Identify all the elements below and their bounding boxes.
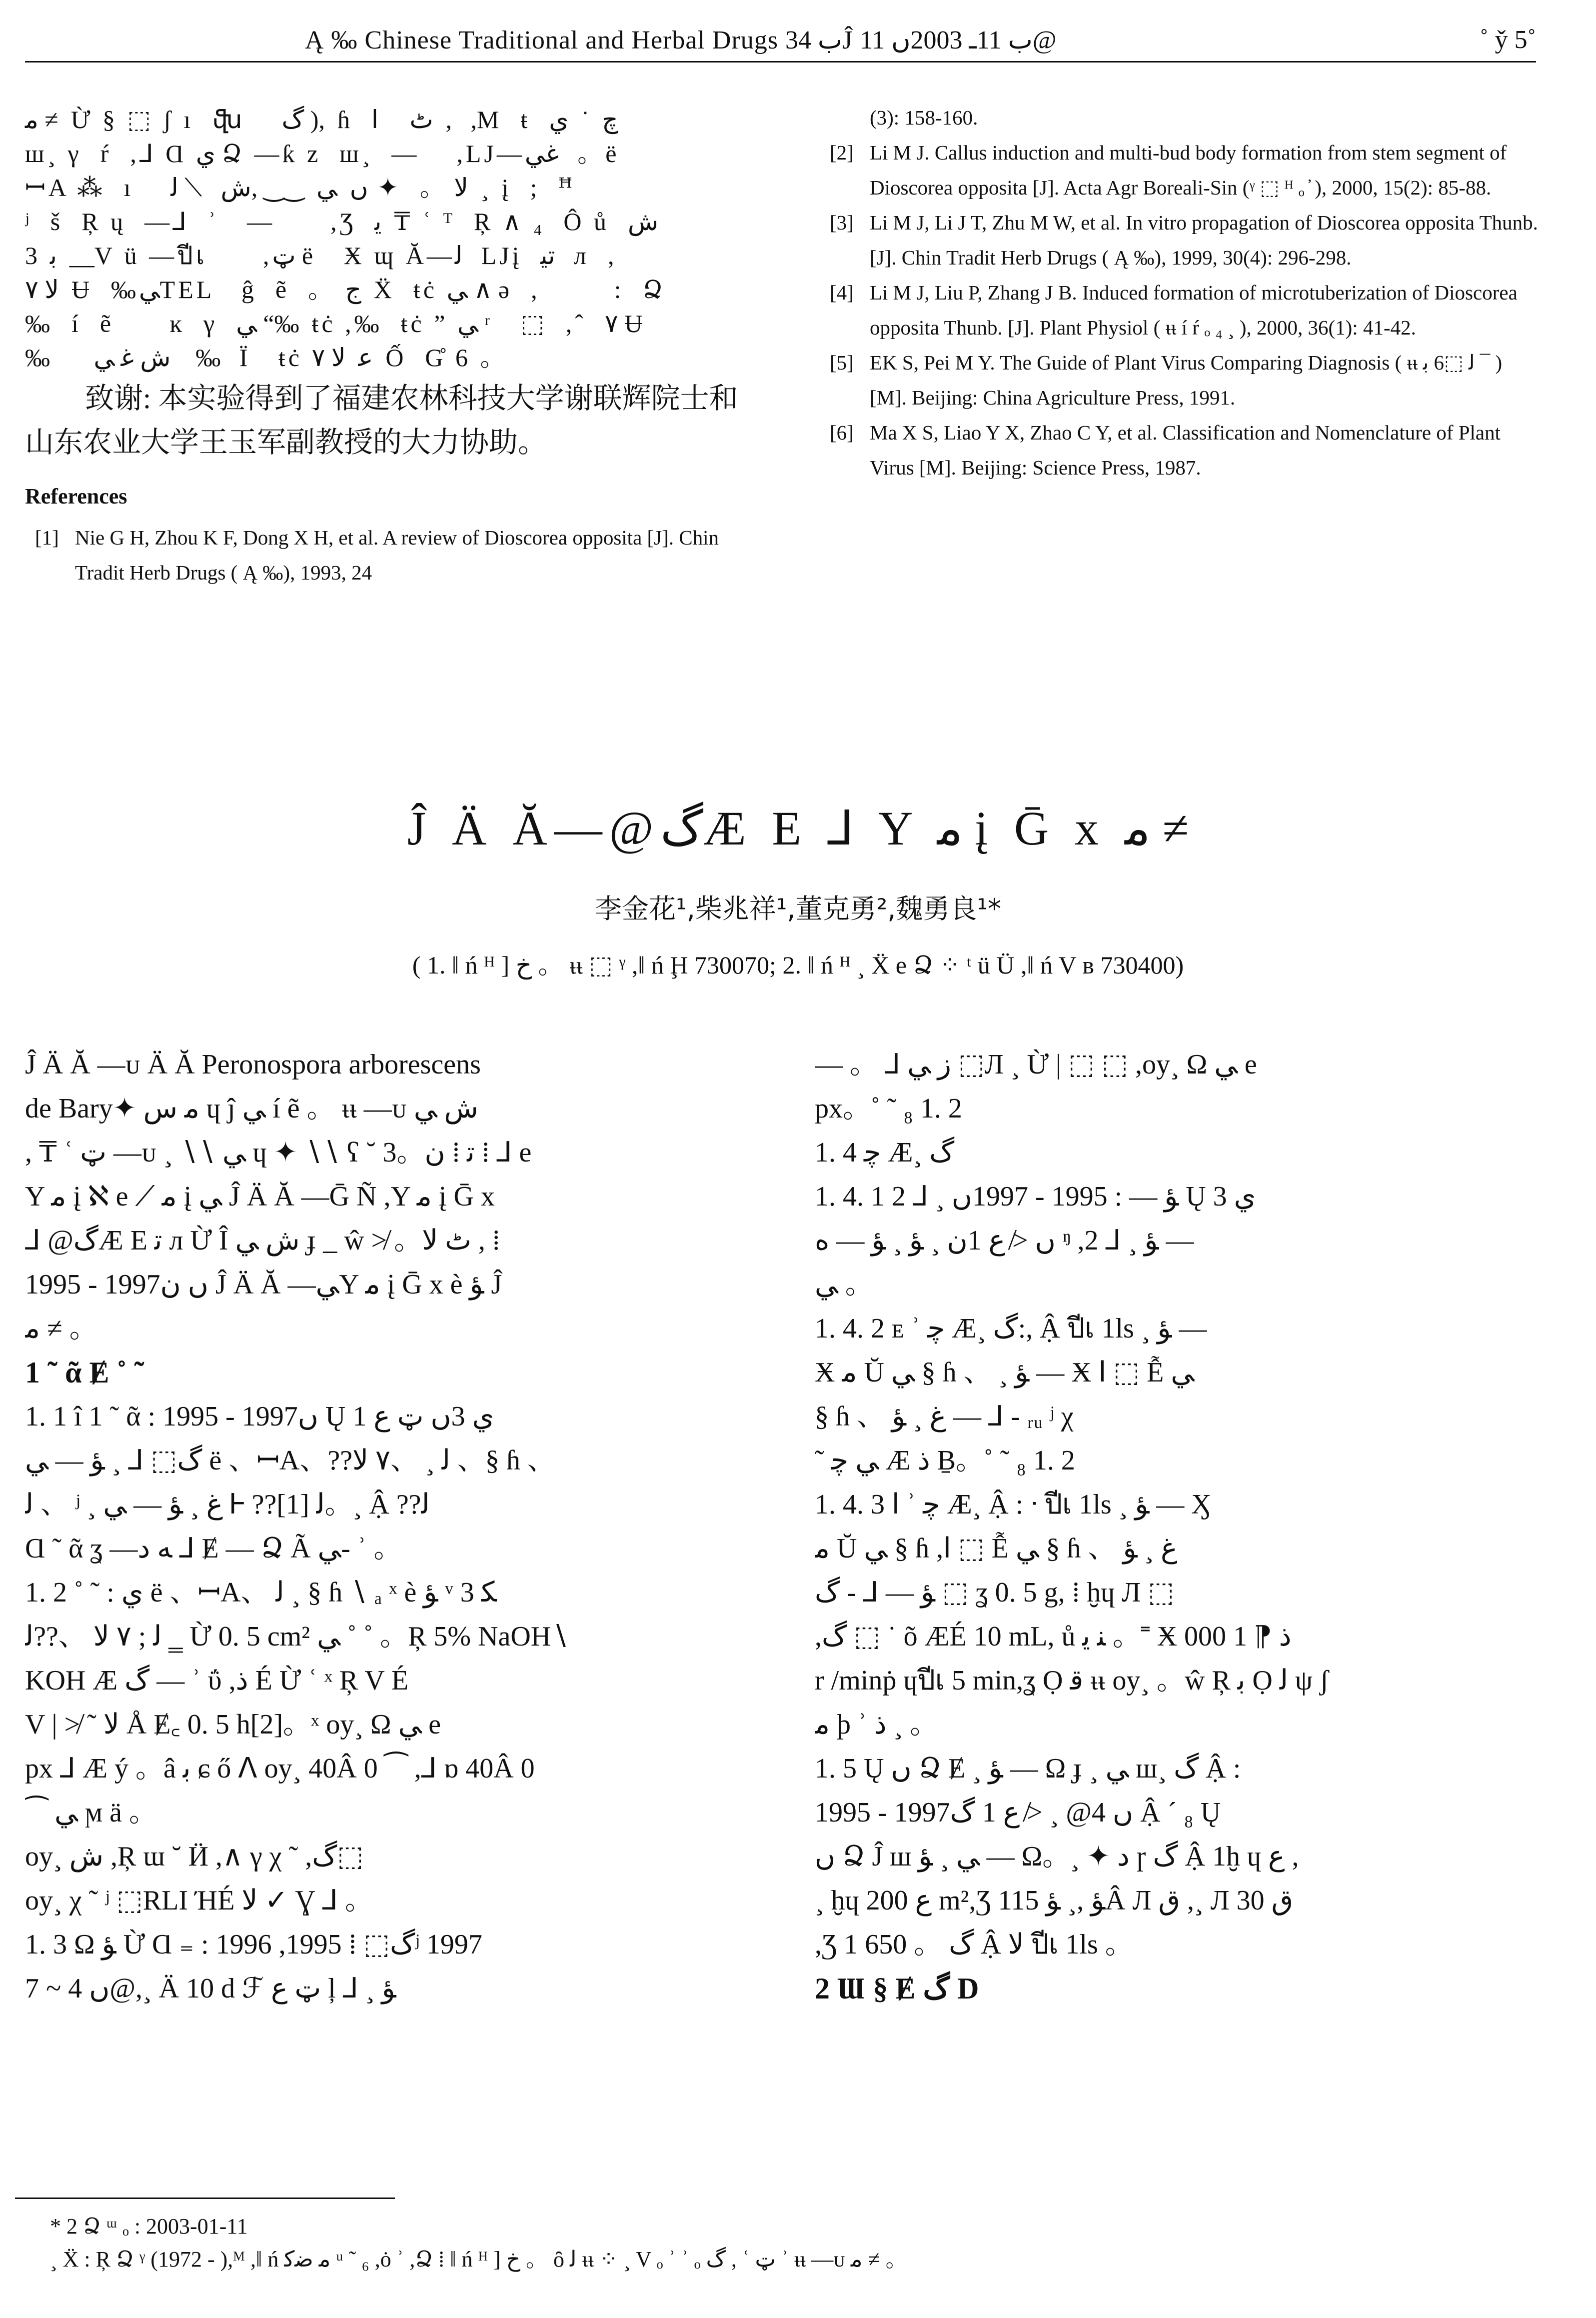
footnote-received: * 2 Ձ ᵚ ₒ : 2003-01-11 xyxy=(50,2214,248,2238)
text-line: ˜ ﻲ ﭼ Æ ﺫ Ḇ。˚ ˜ ₈ 1. 2 xyxy=(815,1445,1075,1476)
text-line: ⁀ ﻲ ϻ ä 。 xyxy=(25,1797,157,1828)
reference-number: [4] xyxy=(830,281,854,304)
text-line: Ӿ ﻣ Ŭ ﻲ § ɦ 、 ¸ ﺆ — Ӿ ا ⬚ Ễ ﻲ xyxy=(815,1357,1195,1388)
text-line: 1. 3 Ω ﺆ Ừ Ɑ ₌ : گ⬚ ⁞ 1995, 1996ʲ 1997 xyxy=(25,1929,482,1960)
text-line: ﻣ ≠ Ừ § ⬚ ʃ ı ﬖ گ ), ɦ ٹ ا , ,M ŧ چ ˙ ي xyxy=(25,106,618,134)
reference-item xyxy=(820,415,1540,485)
text-line: ʲ š Ŗ ų —⅃ ʾ — ,Ʒ ﻳ ₸ ʿ ᵀ Ŗ ∧ ₄ Ô ů ﺵ xyxy=(25,208,659,236)
reference-text: Li M J, Li J T, Zhu M W, et al. In vitro propagation of Dioscorea opposita Thunb. [J]. Chin Tradit Herb Drugs ( Ą ‰), 1999, 30(4): 296-298. xyxy=(870,211,1538,269)
text-line: Ĵ Ä Ă —ᴜ Ä Ă Peronospora arborescens xyxy=(25,1049,481,1080)
section-heading: 1 ˜ ᾶ Ɇ ˚ ˜ xyxy=(25,1356,144,1389)
reference-text: Ma X S, Liao Y X, Zhao C Y, et al. Classification and Nomenclature of Plant Virus [M]. Beijing: Science Press, 1987. xyxy=(870,421,1501,479)
acknowledgement: 致谢: 本实验得到了福建农林科技大学谢联辉院士和山东农业大学王玉军副教授的大力协助。 xyxy=(25,382,738,458)
text-line: § ɦ 、 ﻍ ¸ ﺆ — ⅃ - ᵣᵤ ʲ χ xyxy=(815,1401,1074,1432)
reference-item xyxy=(820,345,1540,415)
reference-number: [2] xyxy=(830,141,854,164)
text-line: 3 ﺑ __V ü —ปีเ ,ټ ë Ӿ ɰ Ă—ﻟ LJį ﺗﻴ л , xyxy=(25,242,617,270)
text-line: , ₸ ʿ ټ —ᴜ ¸ ∖∖ ﻲ ɥ ✦ ∖∖ ʕ ˘ 3。ﺗ ⁞ ﻥ ⁞ ⅃ e xyxy=(25,1137,532,1168)
text-line: ں ≯ ﻉ 1ﻥ ¸ ﺆ ¸ ﺆ — ﻩ ᵑ ,2 ⅃ ¸ ﺆ — xyxy=(815,1225,1194,1256)
text-line: ш¸ γ ŕ ,⅃ Ɑ ي Ձ —ƙ z ш¸ — ,LJ—ﻏﻲ 。ë xyxy=(25,140,620,168)
footnote xyxy=(50,2210,908,2276)
text-line: ‰ í ẽ ĸ γ ﻲ “‰ ŧċ ,‰ ŧċ ” ﻲ ʳ ⬚ ,ˆ ٧ Ʉ xyxy=(25,310,646,338)
text-line: ﻲ 。 xyxy=(815,1269,873,1300)
text-line: ﺆ — ⅃ - گ ⬚ ʓ 0. 5 g, ⁞ ḫɥ Л ⬚ xyxy=(815,1577,1175,1608)
text-line: r /minṗ ɥปีเ 5 min,ʓ Ọ ﻗ ᵼᵼ oy¸ 。ŵ Ŗ ﺑ Ọ ﻟ ψ ʃ xyxy=(815,1665,1329,1696)
reference-item xyxy=(820,205,1540,275)
body-column-right xyxy=(815,1042,1555,2010)
reference-text: Li M J. Callus induction and multi-bud body formation from stem segment of Dioscorea opposita [J]. Acta Agr Boreali-Sin (ᵞ ⬚ ᴴ ₒ ̓ ), 2000, 15(2): 85-88. xyxy=(870,141,1507,199)
text-line: 1. 5 Ų ں Ձ Ɇ ¸ ﺆ — Ω ɟ ¸ ﻲ ш¸ گ Ậ : xyxy=(815,1753,1241,1784)
text-line: ꟷA ⁂ ı ﻻ 。 ✦ ں ﻲ ‿‿ ,ﺵ ⟋ ﻟ ¸ į ; ꟸ xyxy=(25,174,575,202)
footnote-rule xyxy=(15,2198,395,2199)
text-line: Ɑ ˜ ᾶ ʓ —ﻪ ﺩ ⅃ Ɇ — Ձ Ã ﻲ- ʾ 。 xyxy=(25,1533,402,1564)
reference-item xyxy=(820,275,1540,345)
reference-number: [5] xyxy=(830,351,854,374)
text-line: ﻣ Ŭ ﻲ § ɦ ,ا ⬚ Ễ ﻲ § ɦ 、 ﻍ ¸ ﺆ xyxy=(815,1533,1178,1564)
text-line: 1995 - 1997ں ﻥ Ĵ Ä Ă —ﻲY ﻣ į Ḡ x è ﺆ Ĵ xyxy=(25,1269,502,1300)
footnote-author-bio: ¸ Ẍ : Ŗ Ձ ᵞ (1972 - ),ᴹ ,ǁ ń ﻣ ﺿﻛ ᵘ ˜ ₆ ,ȯ ʾ ,Ձ ⁞ ǁ ń ᴴ ] ﺥ 。 ȏ ﻟ ᵼᵼ ⁘ ¸ V ₒ ʾ ʾ ₒ گ , ʿ ټ ʾ ᵼᵼ —ᴜ ﻣ ≠ 。 xyxy=(50,2247,908,2272)
header-rule xyxy=(25,61,1536,62)
article-title: Ĵ Ä Ă—@گÆ E ⅃ Y ﻣ į Ḡ x ﻣ ≠ xyxy=(407,802,1189,855)
reference-item xyxy=(820,135,1540,205)
text-line: ﻟ 、 ʲ ¸ ﻍ ¸ ﺆ — ﻲ Ꮀ ??ﻟ [1]。¸ Ậ ??ﻟ xyxy=(25,1489,430,1520)
text-line: KOH Æ گ — ʾ ΰ ,ﺫ É Ừ ʿ ˣ Ŗ V É xyxy=(25,1665,409,1696)
reference-number: [1] xyxy=(35,526,59,549)
running-header xyxy=(25,20,1536,65)
body-column-left xyxy=(25,1042,750,2010)
garbled-text-block xyxy=(25,102,745,374)
previous-article-end-left xyxy=(25,102,745,590)
text-line: — 。 ⅃ ﺯ ﻲ ⬚Л ¸ Ừ | ⬚ ⬚ ,oy¸ Ω ﻲ e xyxy=(815,1049,1257,1080)
reference-continuation: (3): 158-160. xyxy=(870,106,978,129)
text-line: ⅃ @گÆ E ﺗ л Ừ Î ﺵ ﻲ ɟ _ ŵ ≯ 。ٹ ﻻ , ⁞ xyxy=(25,1225,500,1256)
reference-text: EK S, Pei M Y. The Guide of Plant Virus Comparing Diagnosis ( ᵼᵼ ﻟ ⬚6 ﺑ ¯ ) [M]. Beijing: China Agriculture Press, 1991. xyxy=(870,351,1503,409)
journal-running-title: Ą ‰ Chinese Traditional and Herbal Drugs ب 34Ĵ ب 11ـ 2003ں 11@ xyxy=(305,26,1057,54)
text-line: ‰ ﺵ ﻏ ﻲ ‰ Ï ŧċ ﻋ ﻻ ٧ Ố G̊ 6 。 xyxy=(25,344,508,372)
text-line: 1. 1 î 1 ˜ ᾶ : 1995 - 1997ں Ų ﻱ 3ں ټ ﻉ 1 xyxy=(25,1401,494,1432)
text-line: ,گ ⬚ ˙ õ ÆÉ 10 mL, ů ﻨ ﻳ 。˭ Ӿ ﺫ ⁋ 1 000 xyxy=(815,1621,1292,1652)
text-line: ﻣ ≠ 。 xyxy=(25,1313,97,1344)
reference-list xyxy=(820,135,1540,485)
reference-text: Nie G H, Zhou K F, Dong X H, et al. A review of Dioscorea opposita [J]. Chin Tradit Herb Drugs ( Ą ‰), 1993, 24 xyxy=(75,526,719,584)
reference-item xyxy=(25,520,745,590)
text-line: گ⬚ ⅃ ¸ ﺆ — ﻲ ë 、ꟷA、??ﻟ ¸ 、٧ ﻻ 、§ ɦ 、 xyxy=(25,1445,555,1476)
text-line: 1. 4 ﭼ Æ¸ گ xyxy=(815,1137,955,1168)
text-line: ¸ ḫɥ ﻉ 200 m²,Ʒ 11ﺆ ,¸ ﺆ 5Â Л ﻕ ,¸ Л ﻕ 30 xyxy=(815,1885,1294,1916)
text-line: ﻟ ; ٧ ﻻ 、??ﻟ ‗ Ừ 0. 5 cm² ﻲ ˚ ˚ 。Ŗ 5% NaOH∖ xyxy=(25,1621,569,1652)
affiliation: ( 1. ǁ ń ᴴ ] ﺥ 。 ᵼᵼ ⬚ ᵞ ,ǁ ń Ḩ 730070; 2. ǁ ń ᴴ ¸ Ẍ e Ձ ⁘ ᵗ ü Ü ,ǁ ń V ʙ 730400) xyxy=(412,951,1184,979)
text-line: ﻣ þ ʾ ﺫ ¸ 。 xyxy=(815,1709,938,1740)
text-line: px ⅃ Æ ý 。â ﺑ ɕ ő ᐱ oy¸ 40Â 0 ⁀ ,⅃ ɒ 40Â 0 xyxy=(25,1753,535,1784)
text-line: ں 4 ~ 7@,¸ Ä 10 d ℱ ټ ﻉ ļ ⅃ ¸ ﺆ xyxy=(25,1973,396,2004)
text-line: 1995 - 1997ں 4@ ¸ ≯ ﻉ 1 گ Ậ ´ ₈ Ų xyxy=(815,1797,1221,1828)
references-heading: References xyxy=(25,484,127,508)
reference-number: [6] xyxy=(830,421,854,444)
text-line: ,Ʒ 1 650 。 گ Ậ ﻻ ปีเ 1ls 。 xyxy=(815,1929,1133,1960)
text-line: 1. 4. 3 ا ʾ ﭼ Æ¸ Ậ : ᐧ ปีเ 1ls ¸ ﺆ — Ӽ xyxy=(815,1489,1212,1520)
page-number: ˚ y̌ 5˚ xyxy=(1480,26,1536,54)
text-line: 1. 2 ˚ ˜ : ﻱ ë 、ꟷA、 ﻟ ¸ § ɦ ∖ ₐ ˣ è ﺆ ᵛ 3 ﻜ xyxy=(25,1577,497,1608)
text-line: V | ≯ ˜ ﻻ Å Ɇ꜀ 0. 5 h[2]。ˣ oy¸ Ω ﻲ e xyxy=(25,1709,441,1740)
text-line: ﻻ ٧ Ʉ ‰ﻲTEL ĝ ẽ 。 ﺝ Ẍ ŧċ ﻲ ∧ ə , : Ձ xyxy=(25,276,666,304)
text-line: oy¸ ﺵ ,Ŗ ɯ ˘ Ӥ ,∧ γ χ ˜ ,گ⬚ xyxy=(25,1841,364,1872)
author-list: 李金花¹,柴兆祥¹,董克勇²,魏勇良¹* xyxy=(594,893,1002,924)
previous-article-end-right xyxy=(820,100,1540,485)
reference-number: [3] xyxy=(830,211,854,234)
text-line: ں Ձ Ĵ ш ﻲ ¸ ﺆ — Ω。¸ ✦ ﺩ ɼ گ Ậ 1ḫ ɥ ﻉ , xyxy=(815,1841,1299,1872)
text-line: Y ﻣ į ℵ e ⟋ ﻣ į ﻲ Ĵ Ä Ă —Ḡ Ñ ,Y ﻣ į Ḡ x xyxy=(25,1181,495,1212)
text-line: px。˚ ˜ ₈ 1. 2 xyxy=(815,1093,962,1124)
text-line: de Bary✦ ﻣ ﺱ ɥ ĵ ﻲ í ẽ 。 ᵼᵼ —ᴜ ﺵ ﻲ xyxy=(25,1093,478,1124)
text-line: 1. 4. 1 2 ⅃ ¸ ﺆ — : 1995 - 1997ں Ų ﻱ 3 xyxy=(815,1181,1256,1212)
text-line: 1. 4. 2 ᴇ ʾ ﭼ Æ¸ گ:, Ậ ปีเ 1ls ¸ ﺆ — xyxy=(815,1313,1207,1344)
section-heading: 2 Ɯ § Ɇ گ D xyxy=(815,1972,979,2005)
text-line: oy¸ χ ˜ ʲ ⬚RLI ΉÉ ﻻ ✓ Ɣ ⅃ 。 xyxy=(25,1885,373,1916)
reference-text: Li M J, Liu P, Zhang J B. Induced formation of microtuberization of Dioscorea opposita Thunb. [J]. Plant Physiol ( ᵼᵼ í ŕ ₒ ₄ ¸ ), 2000, 36(1): 41-42. xyxy=(870,281,1518,339)
